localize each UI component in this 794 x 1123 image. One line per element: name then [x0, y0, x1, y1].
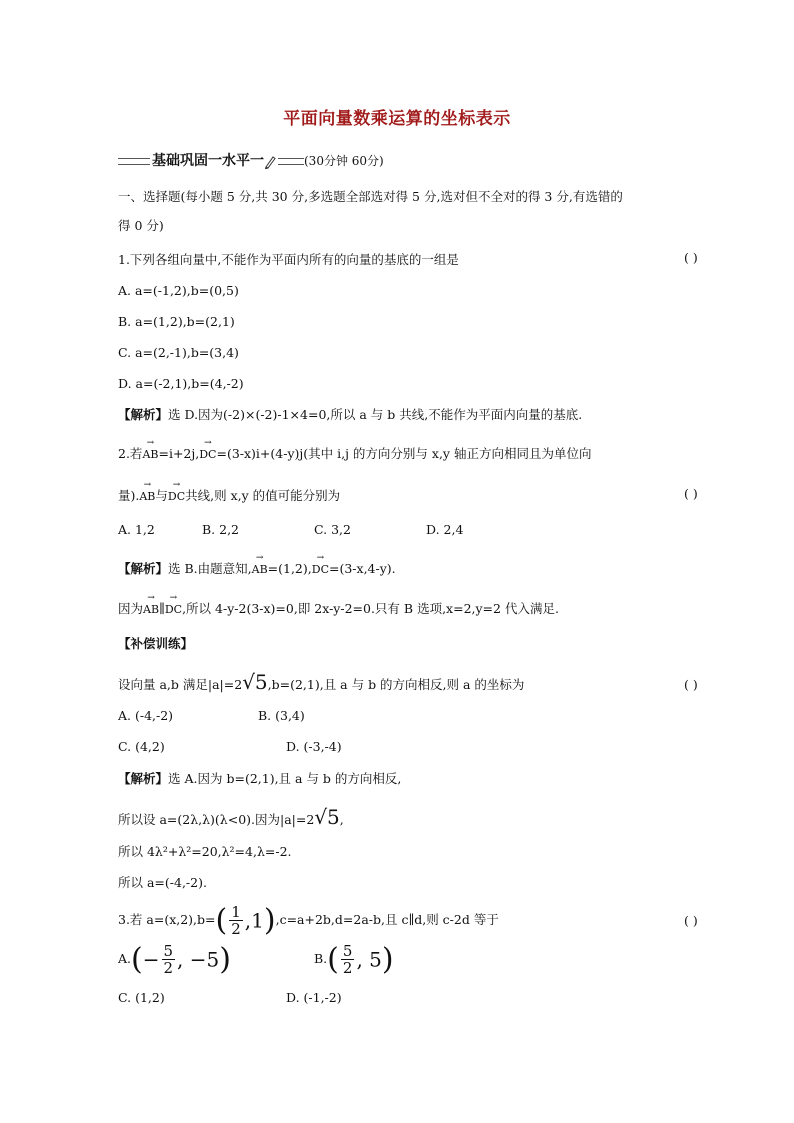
page-title: 平面向量数乘运算的坐标表示: [283, 109, 511, 129]
q3-option-b-rest: , 5: [356, 947, 382, 972]
q3-option-d: D. (-1,-2): [286, 990, 342, 1005]
bc-answer-blank: ( ): [684, 677, 698, 692]
q2-analysis2c: ,所以 4-y-2(3-x)=0,即 2x-y-2=0.只有 B 选项,x=2,y=2 代入满足.: [182, 601, 559, 616]
q3-stem1: 3.若 a=(x,2),b=: [118, 912, 216, 927]
vector-dc: → DC: [165, 603, 182, 616]
q2-stem-line1: [118, 444, 591, 462]
vector-dc: → DC: [312, 563, 329, 576]
bc-analysis-line1: [118, 769, 401, 787]
q3-option-a: A.(− $\frac{5}{2}$ , −5): [118, 942, 231, 977]
q2-line2c: 共线,则 x,y 的值可能分别为: [185, 488, 341, 503]
bc-stem2: ,b=(2,1),且 a 与 b 的方向相反,则 a 的坐标为: [267, 677, 525, 692]
q1-option-b: B. a=(1,2),b=(2,1): [118, 314, 235, 329]
bc-a2-end: ,: [339, 812, 344, 827]
fraction-one-half: $\frac{1}{2}$: [231, 903, 241, 938]
q1-option-a: A. a=(-1,2),b=(0,5): [118, 283, 239, 298]
q2-option-a: A. 1,2: [118, 522, 155, 537]
q2-line2b: 与: [155, 488, 168, 503]
q3-stem: [118, 903, 499, 938]
q3-option-b: B.( $\frac{5}{2}$ , 5): [314, 942, 394, 977]
section-label: 基础巩固一水平一: [152, 153, 264, 169]
q3-option-a-label: A.: [118, 951, 132, 966]
double-rule-right: [278, 158, 304, 165]
bc-analysis-line2: [118, 805, 344, 829]
double-rule-left: [118, 158, 150, 165]
paren-close: ): [263, 903, 276, 938]
sqrt-five: √5: [242, 670, 268, 694]
instructions-line2: 得 0 分): [118, 218, 164, 233]
q3-option-b-label: B.: [314, 951, 328, 966]
q2-eq2: =(3-x)i+(4-y)j(其中 i,j 的方向分别与 x,y 轴正方向相同且为单位向: [216, 446, 592, 461]
vector-ab: → AB: [142, 448, 158, 461]
analysis-tag: 【解析】: [118, 771, 169, 786]
q2-option-b: B. 2,2: [202, 522, 240, 537]
instructions-line1: 一、选择题(每小题 5 分,共 30 分,多选题全部选对得 5 分,选对但不全对的得 3 分,有选错的: [118, 189, 623, 204]
bc-option-d: D. (-3,-4): [286, 739, 342, 754]
q2-number: 2.若: [118, 446, 143, 461]
section-header: [118, 150, 384, 170]
q3-option-c: C. (1,2): [118, 990, 165, 1005]
bc-option-c: C. (4,2): [118, 739, 165, 754]
q2-analysis2a: 因为: [118, 601, 144, 616]
q2-line2a: 量).: [118, 488, 140, 503]
q2-analysis-line2: [118, 599, 559, 617]
section-time: (30分钟 60分): [304, 154, 384, 168]
compensation-tag: 【补偿训练】: [118, 636, 194, 651]
vector-ab: → AB: [143, 603, 159, 616]
q2-option-c: C. 3,2: [314, 522, 351, 537]
sqrt-five: √5: [314, 805, 340, 829]
analysis-tag: 【解析】: [118, 407, 169, 422]
bc-option-a: A. (-4,-2): [118, 708, 174, 723]
q1-answer-blank: ( ): [684, 250, 698, 265]
q2-analysis1c: =(3-x,4-y).: [329, 561, 396, 576]
bc-tag-line: [118, 634, 193, 652]
q2-analysis2b: ∥: [159, 601, 165, 616]
q3-stem3: ,c=a+2b,d=2a-b,且 c∥d,则 c-2d 等于: [275, 912, 499, 927]
q2-analysis1a: 选 B.由题意知,: [168, 561, 252, 576]
q1-analysis-text: 选 D.因为(-2)×(-2)-1×4=0,所以 a 与 b 共线,不能作为平面内向量的基底.: [168, 407, 583, 422]
vector-dc: → DC: [199, 448, 216, 461]
bc-analysis-line3: 所以 4λ²+λ²=20,λ²=4,λ=-2.: [118, 844, 292, 859]
bc-analysis-line4: 所以 a=(-4,-2).: [118, 875, 207, 890]
bc-a1: 选 A.因为 b=(2,1),且 a 与 b 的方向相反,: [168, 771, 402, 786]
q2-analysis1b: =(1,2),: [267, 561, 312, 576]
bc-stem: [118, 670, 524, 694]
q1-option-d: D. a=(-2,1),b=(4,-2): [118, 376, 244, 391]
fraction-five-halves: $\frac{5}{2}$: [163, 942, 174, 977]
q2-option-d: D. 2,4: [426, 522, 464, 537]
pencil-icon: [264, 155, 276, 169]
minus-sign: −: [142, 947, 160, 972]
q1-option-c: C. a=(2,-1),b=(3,4): [118, 345, 239, 360]
q2-answer-blank: ( ): [684, 486, 698, 501]
q2-stem-line2: [118, 486, 340, 504]
vector-ab: → AB: [252, 563, 268, 576]
vector-ab: → AB: [139, 490, 155, 503]
q3-answer-blank: ( ): [684, 913, 698, 928]
q2-analysis-line1: [118, 559, 396, 577]
q1-stem: 1.下列各组向量中,不能作为平面内所有的向量的基底的一组是: [118, 252, 459, 267]
q3-option-a-rest: , −5: [177, 947, 220, 972]
q3-stem2: ,1: [244, 908, 264, 933]
fraction-five-halves: $\frac{5}{2}$: [342, 942, 353, 977]
bc-stem1: 设向量 a,b 满足|a|=2: [118, 677, 243, 692]
bc-option-b: B. (3,4): [258, 708, 305, 723]
bc-a2: 所以设 a=(2λ,λ)(λ<0).因为|a|=2: [118, 812, 315, 827]
analysis-tag: 【解析】: [118, 561, 169, 576]
q2-eq1: =i+2j,: [158, 446, 200, 461]
vector-dc: → DC: [168, 490, 185, 503]
q1-analysis: [118, 405, 582, 423]
paren-open: (: [215, 903, 228, 938]
